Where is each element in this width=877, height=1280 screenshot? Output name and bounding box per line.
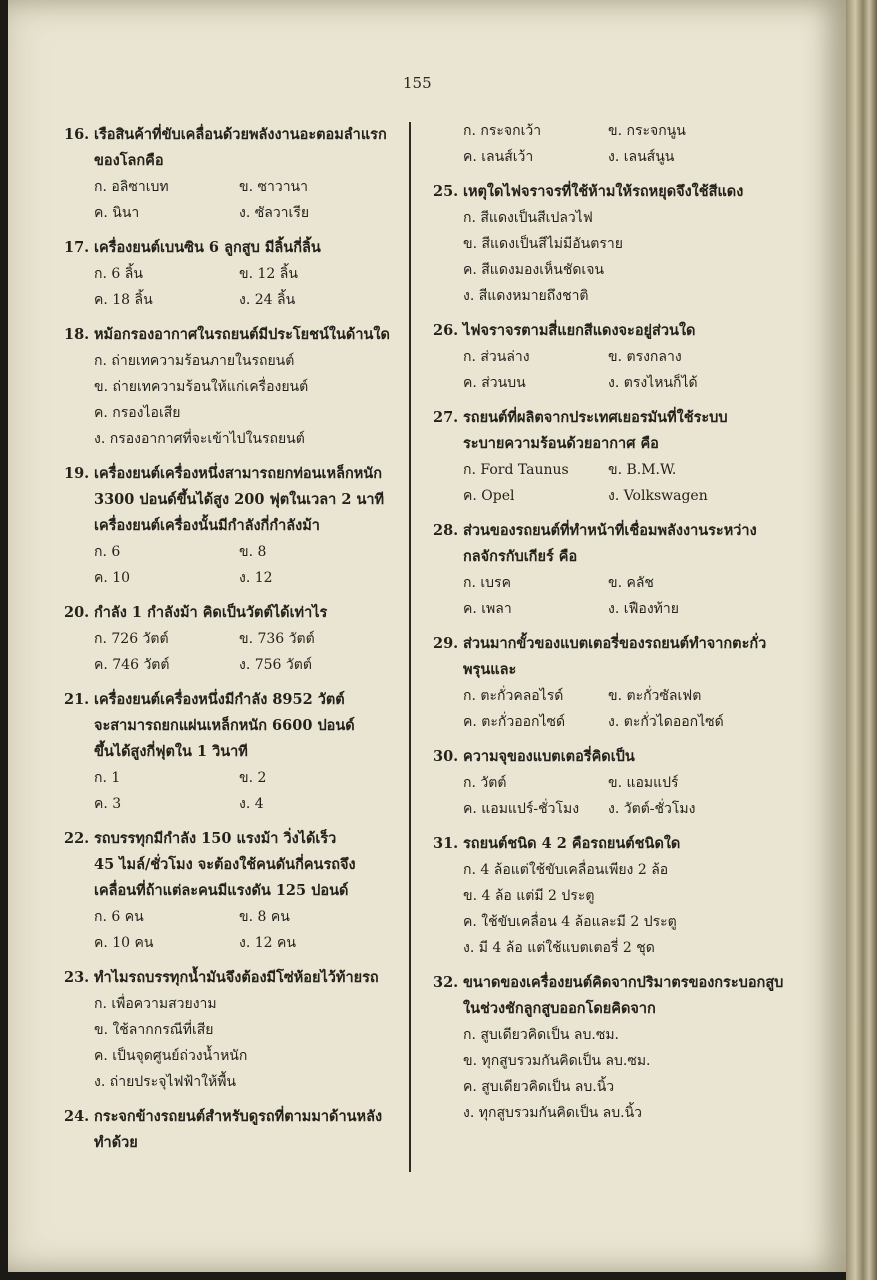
question-text-continued: 3300 ปอนด์ขึ้นได้สูง 200 ฟุตในเวลา 2 นาที — [94, 491, 385, 508]
question-block — [64, 600, 404, 678]
option-row — [463, 596, 833, 622]
option-row — [463, 1048, 833, 1074]
question-text-continued: พรุนและ — [463, 661, 517, 678]
answer-option: ง. กรองอากาศที่จะเข้าไปในรถยนต์ — [94, 431, 305, 447]
question-block — [64, 461, 404, 591]
question-text-continued: ขึ้นได้สูงกี่ฟุตใน 1 วินาที — [94, 743, 248, 760]
option-row — [94, 426, 404, 452]
answer-option: ค. 746 วัตต์ — [94, 657, 170, 673]
answer-option: ข. ตะกั่วซัลเฟต — [608, 688, 702, 704]
option-row — [94, 765, 404, 791]
answer-option: ง. เลนส์นูน — [608, 149, 675, 165]
question-line — [64, 322, 404, 348]
answer-option: ข. 736 วัตต์ — [239, 631, 315, 647]
answer-option: ค. กรองไอเสีย — [94, 405, 181, 421]
option-row — [463, 457, 833, 483]
answer-option: ง. สีแดงหมายถึงชาติ — [463, 288, 589, 304]
question-text: กระจกข้างรถยนต์สำหรับดูรถที่ตามมาด้านหลัง — [94, 1108, 383, 1125]
answer-option: ก. วัตต์ — [463, 775, 507, 791]
option-row — [94, 930, 404, 956]
question-block — [433, 179, 833, 309]
answer-options — [433, 457, 833, 509]
question-text: ไฟจราจรตามสี่แยกสีแดงจะอยู่ส่วนใด — [463, 322, 696, 339]
question-line — [64, 461, 404, 487]
question-block — [433, 118, 833, 170]
answer-options — [64, 904, 404, 956]
option-row — [94, 652, 404, 678]
answer-option: ค. เพลา — [463, 601, 512, 617]
question-text: ขนาดของเครื่องยนต์คิดจากปริมาตรของกระบอกสูบ — [463, 974, 784, 991]
question-text-continued: ระบายความร้อนด้วยอากาศ คือ — [463, 435, 659, 452]
option-row — [463, 709, 833, 735]
answer-option: ก. 726 วัตต์ — [94, 631, 169, 647]
answer-option: ข. 8 — [239, 544, 267, 560]
question-line — [64, 122, 404, 148]
answer-option: ข. แอมแปร์ — [608, 775, 679, 791]
question-line — [64, 235, 404, 261]
question-number: 18. — [64, 326, 90, 343]
answer-options — [433, 205, 833, 309]
answer-option: ก. ส่วนล่าง — [463, 349, 530, 365]
question-block — [64, 965, 404, 1095]
question-number: 26. — [433, 322, 459, 339]
option-row — [463, 1100, 833, 1126]
answer-options — [433, 1022, 833, 1126]
question-text: รถยนต์ที่ผลิตจากประเทศเยอรมันที่ใช้ระบบ — [463, 409, 728, 426]
question-number: 30. — [433, 748, 459, 765]
option-row — [463, 483, 833, 509]
question-text: หม้อกรองอากาศในรถยนต์มีประโยชน์ในด้านใด — [94, 326, 390, 343]
question-text-continued: ทำด้วย — [94, 1134, 138, 1151]
answer-option: ข. ถ่ายเทความร้อนให้แก่เครื่องยนต์ — [94, 379, 309, 395]
question-block — [64, 1104, 404, 1156]
option-row — [94, 626, 404, 652]
answer-option: ง. มี 4 ล้อ แต่ใช้แบตเตอรี่ 2 ชุด — [463, 940, 655, 956]
option-row — [463, 283, 833, 309]
answer-option: ค. 10 — [94, 570, 131, 586]
answer-option: ง. ถ่ายประจุไฟฟ้าให้พื้น — [94, 1074, 236, 1090]
option-row — [463, 257, 833, 283]
question-text-continued: จะสามารถยกแผ่นเหล็กหนัก 6600 ปอนด์ — [94, 717, 355, 734]
answer-option: ง. 756 วัตต์ — [239, 657, 312, 673]
answer-options — [64, 626, 404, 678]
option-row — [463, 231, 833, 257]
question-number: 17. — [64, 239, 90, 256]
answer-options — [64, 174, 404, 226]
option-row — [94, 565, 404, 591]
answer-option: ก. 6 คน — [94, 909, 144, 925]
question-text: กำลัง 1 กำลังม้า คิดเป็นวัตต์ได้เท่าไร — [94, 604, 328, 621]
question-number: 16. — [64, 126, 90, 143]
answer-option: ค. สีแดงมองเห็นชัดเจน — [463, 262, 604, 278]
answer-option: ก. เบรค — [463, 575, 511, 591]
answer-option: ก. สูบเดียวคิดเป็น ลบ.ซม. — [463, 1027, 619, 1043]
question-line — [433, 318, 833, 344]
question-block — [433, 318, 833, 396]
answer-option: ค. 3 — [94, 796, 122, 812]
question-number: 25. — [433, 183, 459, 200]
question-text-continued: ของโลกคือ — [94, 152, 164, 169]
option-row — [94, 991, 404, 1017]
answer-option: ก. 6 ลิ้น — [94, 266, 143, 282]
option-row — [463, 1022, 833, 1048]
question-block — [433, 970, 833, 1126]
option-row — [463, 683, 833, 709]
question-number: 32. — [433, 974, 459, 991]
answer-option: ก. อลิซาเบท — [94, 179, 169, 195]
answer-options — [64, 991, 404, 1095]
answer-option: ง. ซัลวาเรีย — [239, 205, 310, 221]
option-row — [94, 287, 404, 313]
option-row — [94, 904, 404, 930]
question-number: 19. — [64, 465, 90, 482]
question-line — [433, 831, 833, 857]
option-row — [463, 205, 833, 231]
answer-option: ข. B.M.W. — [608, 462, 677, 478]
question-number: 24. — [64, 1108, 90, 1125]
question-number: 28. — [433, 522, 459, 539]
option-row — [94, 1017, 404, 1043]
question-line — [433, 518, 833, 544]
question-number: 31. — [433, 835, 459, 852]
question-line — [64, 826, 404, 852]
question-line — [433, 631, 833, 657]
question-line — [433, 970, 833, 996]
option-row — [463, 883, 833, 909]
answer-option: ข. ตรงกลาง — [608, 349, 682, 365]
question-block — [64, 322, 404, 452]
question-text-continued: 45 ไมล์/ชั่วโมง จะต้องใช้คนดันกี่คนรถจึง — [94, 856, 356, 873]
answer-option: ค. เลนส์เว้า — [463, 149, 534, 165]
answer-option: ง. 12 คน — [239, 935, 296, 951]
answer-option: ค. นินา — [94, 205, 140, 221]
question-block — [64, 235, 404, 313]
option-row — [94, 374, 404, 400]
answer-option: ง. ตะกั่วไดออกไซด์ — [608, 714, 724, 730]
answer-option: ก. 4 ล้อแต่ใช้ขับเคลื่อนเพียง 2 ล้อ — [463, 862, 669, 878]
question-text: ส่วนมากขั้วของแบตเตอรี่ของรถยนต์ทำจากตะกั่ว — [463, 635, 767, 652]
option-row — [463, 570, 833, 596]
answer-option: ง. ทุกสูบรวมกันคิดเป็น ลบ.นิ้ว — [463, 1105, 643, 1121]
answer-option: ก. 6 — [94, 544, 121, 560]
question-number: 21. — [64, 691, 90, 708]
question-line — [64, 965, 404, 991]
answer-option: ข. 12 ลิ้น — [239, 266, 298, 282]
question-block — [433, 744, 833, 822]
answer-option: ค. สูบเดียวคิดเป็น ลบ.นิ้ว — [463, 1079, 615, 1095]
question-text: เครื่องยนต์เครื่องหนึ่งสามารถยกท่อนเหล็กหนัก — [94, 465, 382, 482]
answer-option: ค. เป็นจุดศูนย์ถ่วงน้ำหนัก — [94, 1048, 248, 1064]
answer-option: ค. แอมแปร์-ชั่วโมง — [463, 801, 580, 817]
question-number: 20. — [64, 604, 90, 621]
option-row — [94, 791, 404, 817]
answer-options — [433, 683, 833, 735]
answer-option: ค. 18 ลิ้น — [94, 292, 153, 308]
answer-option: ข. สีแดงเป็นสีไม่มีอันตราย — [463, 236, 623, 252]
page-edge — [846, 0, 877, 1280]
answer-option: ง. Volkswagen — [608, 488, 708, 504]
option-row — [94, 174, 404, 200]
answer-options — [433, 770, 833, 822]
question-block — [433, 631, 833, 735]
answer-option: ข. ซาวานา — [239, 179, 308, 195]
answer-option: ข. กระจกนูน — [608, 123, 686, 139]
answer-option: ข. 8 คน — [239, 909, 290, 925]
answer-option: ก. 1 — [94, 770, 121, 786]
question-line — [64, 687, 404, 713]
option-row — [463, 344, 833, 370]
answer-option: ก. สีแดงเป็นสีเปลวไฟ — [463, 210, 593, 226]
left-column — [64, 122, 404, 1165]
answer-option: ก. กระจกเว้า — [463, 123, 542, 139]
book-page — [8, 0, 846, 1272]
answer-options — [433, 857, 833, 961]
option-row — [463, 935, 833, 961]
question-text: รถบรรทุกมีกำลัง 150 แรงม้า วิ่งได้เร็ว — [94, 830, 337, 847]
question-text-continued: กลจักรกับเกียร์ คือ — [463, 548, 578, 565]
option-row — [463, 909, 833, 935]
answer-option: ข. 2 — [239, 770, 267, 786]
option-row — [94, 400, 404, 426]
option-row — [94, 1069, 404, 1095]
answer-option: ค. Opel — [463, 488, 515, 504]
option-row — [463, 118, 833, 144]
option-row — [94, 200, 404, 226]
question-text: เรือสินค้าที่ขับเคลื่อนด้วยพลังงานอะตอมลำแรก — [94, 126, 387, 143]
question-text-continued: ในช่วงชักลูกสูบออกโดยคิดจาก — [463, 1000, 656, 1017]
question-text: เหตุใดไฟจราจรที่ใช้ห้ามให้รถหยุดจึงใช้สีแดง — [463, 183, 744, 200]
question-line — [433, 405, 833, 431]
option-row — [94, 1043, 404, 1069]
right-column — [433, 118, 833, 1135]
answer-options — [64, 261, 404, 313]
question-line — [64, 600, 404, 626]
answer-option: ง. วัตต์-ชั่วโมง — [608, 801, 696, 817]
answer-option: ข. ใช้ลากกรณีที่เสีย — [94, 1022, 214, 1038]
answer-option: ง. 4 — [239, 796, 264, 812]
option-row — [94, 348, 404, 374]
answer-options — [433, 118, 833, 170]
question-line — [64, 1104, 404, 1130]
answer-option: ก. ถ่ายเทความร้อนภายในรถยนต์ — [94, 353, 295, 369]
option-row — [463, 857, 833, 883]
answer-option: ค. ส่วนบน — [463, 375, 526, 391]
page-number: 155 — [403, 74, 432, 92]
option-row — [94, 539, 404, 565]
answer-option: ก. เพื่อความสวยงาม — [94, 996, 217, 1012]
answer-option: ก. ตะกั่วคลอไรด์ — [463, 688, 564, 704]
option-row — [463, 144, 833, 170]
question-block — [433, 518, 833, 622]
answer-option: ง. 24 ลิ้น — [239, 292, 296, 308]
question-text: ส่วนของรถยนต์ที่ทำหน้าที่เชื่อมพลังงานระหว่าง — [463, 522, 757, 539]
question-line — [433, 179, 833, 205]
question-block — [433, 405, 833, 509]
question-text-continued: เครื่องยนต์เครื่องนั้นมีกำลังกี่กำลังม้า — [94, 517, 320, 534]
question-text: รถยนต์ชนิด 4 2 คือรถยนต์ชนิดใด — [463, 835, 681, 852]
answer-options — [64, 348, 404, 452]
answer-option: ค. ตะกั่วออกไซด์ — [463, 714, 566, 730]
question-number: 29. — [433, 635, 459, 652]
column-divider — [409, 122, 411, 1172]
answer-option: ก. Ford Taunus — [463, 462, 569, 478]
question-text: ทำไมรถบรรทุกน้ำมันจึงต้องมีโซ่ห้อยไว้ท้ายรถ — [94, 969, 379, 986]
option-row — [463, 1074, 833, 1100]
answer-options — [433, 344, 833, 396]
answer-option: ง. ตรงไหนก็ได้ — [608, 375, 698, 391]
answer-option: ค. ใช้ขับเคลื่อน 4 ล้อและมี 2 ประตู — [463, 914, 677, 930]
option-row — [463, 770, 833, 796]
answer-option: ค. 10 คน — [94, 935, 154, 951]
answer-option: ง. 12 — [239, 570, 273, 586]
question-number: 27. — [433, 409, 459, 426]
question-number: 22. — [64, 830, 90, 847]
answer-options — [64, 765, 404, 817]
question-number: 23. — [64, 969, 90, 986]
question-block — [64, 687, 404, 817]
answer-option: ข. คลัช — [608, 575, 654, 591]
option-row — [463, 370, 833, 396]
answer-option: ข. ทุกสูบรวมกันคิดเป็น ลบ.ซม. — [463, 1053, 651, 1069]
answer-options — [433, 570, 833, 622]
answer-option: ข. 4 ล้อ แต่มี 2 ประตู — [463, 888, 595, 904]
question-block — [64, 122, 404, 226]
question-text: เครื่องยนต์เครื่องหนึ่งมีกำลัง 8952 วัตต์ — [94, 691, 345, 708]
option-row — [463, 796, 833, 822]
question-block — [433, 831, 833, 961]
question-text: เครื่องยนต์เบนซิน 6 ลูกสูบ มีลิ้นกี่ลิ้น — [94, 239, 321, 256]
question-block — [64, 826, 404, 956]
question-line — [433, 744, 833, 770]
answer-option: ง. เฟืองท้าย — [608, 601, 679, 617]
option-row — [94, 261, 404, 287]
question-text: ความจุของแบตเตอรี่คิดเป็น — [463, 748, 635, 765]
question-text-continued: เคลื่อนที่ถ้าแต่ละคนมีแรงดัน 125 ปอนด์ — [94, 882, 349, 899]
answer-options — [64, 539, 404, 591]
